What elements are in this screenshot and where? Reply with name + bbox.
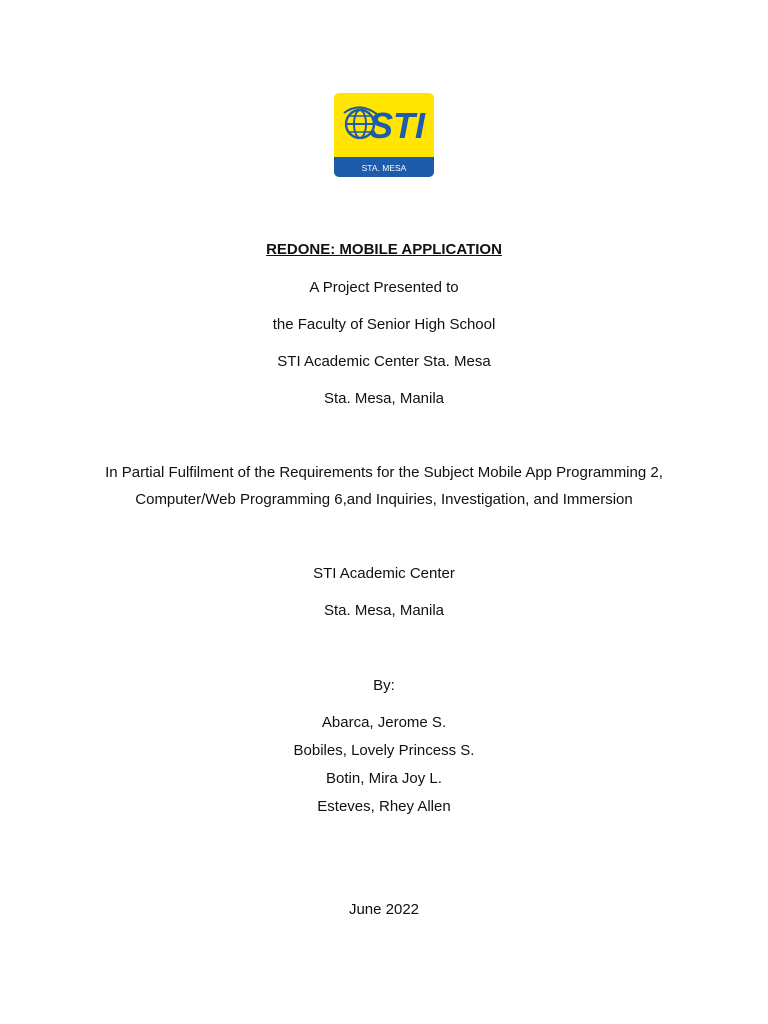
presented-line: STI Academic Center Sta. Mesa: [277, 353, 491, 370]
author-name: Botin, Mira Joy L.: [326, 770, 442, 787]
svg-text:STA. MESA: STA. MESA: [361, 163, 407, 173]
document-date: June 2022: [348, 901, 420, 918]
author-name: Esteves, Rhey Allen: [317, 798, 451, 815]
document-title: REDONE: MOBILE APPLICATION: [266, 241, 502, 258]
presented-line: A Project Presented to: [309, 279, 459, 296]
fulfilment-line: Computer/Web Programming 6,and Inquiries, Investigation, and Immersion: [135, 491, 633, 508]
presented-line: the Faculty of Senior High School: [272, 316, 496, 333]
institution-line: Sta. Mesa, Manila: [323, 602, 445, 619]
presented-line: Sta. Mesa, Manila: [323, 390, 445, 407]
author-name: Abarca, Jerome S.: [321, 714, 447, 731]
fulfilment-line: In Partial Fulfilment of the Requirements for the Subject Mobile App Programming 2,: [105, 464, 663, 481]
author-name: Bobiles, Lovely Princess S.: [293, 742, 475, 759]
by-label: By:: [373, 677, 395, 694]
institution-line: STI Academic Center: [313, 565, 455, 582]
svg-text:STI: STI: [368, 105, 426, 146]
sti-logo-graphic: [334, 93, 434, 177]
sti-logo: [334, 93, 434, 177]
